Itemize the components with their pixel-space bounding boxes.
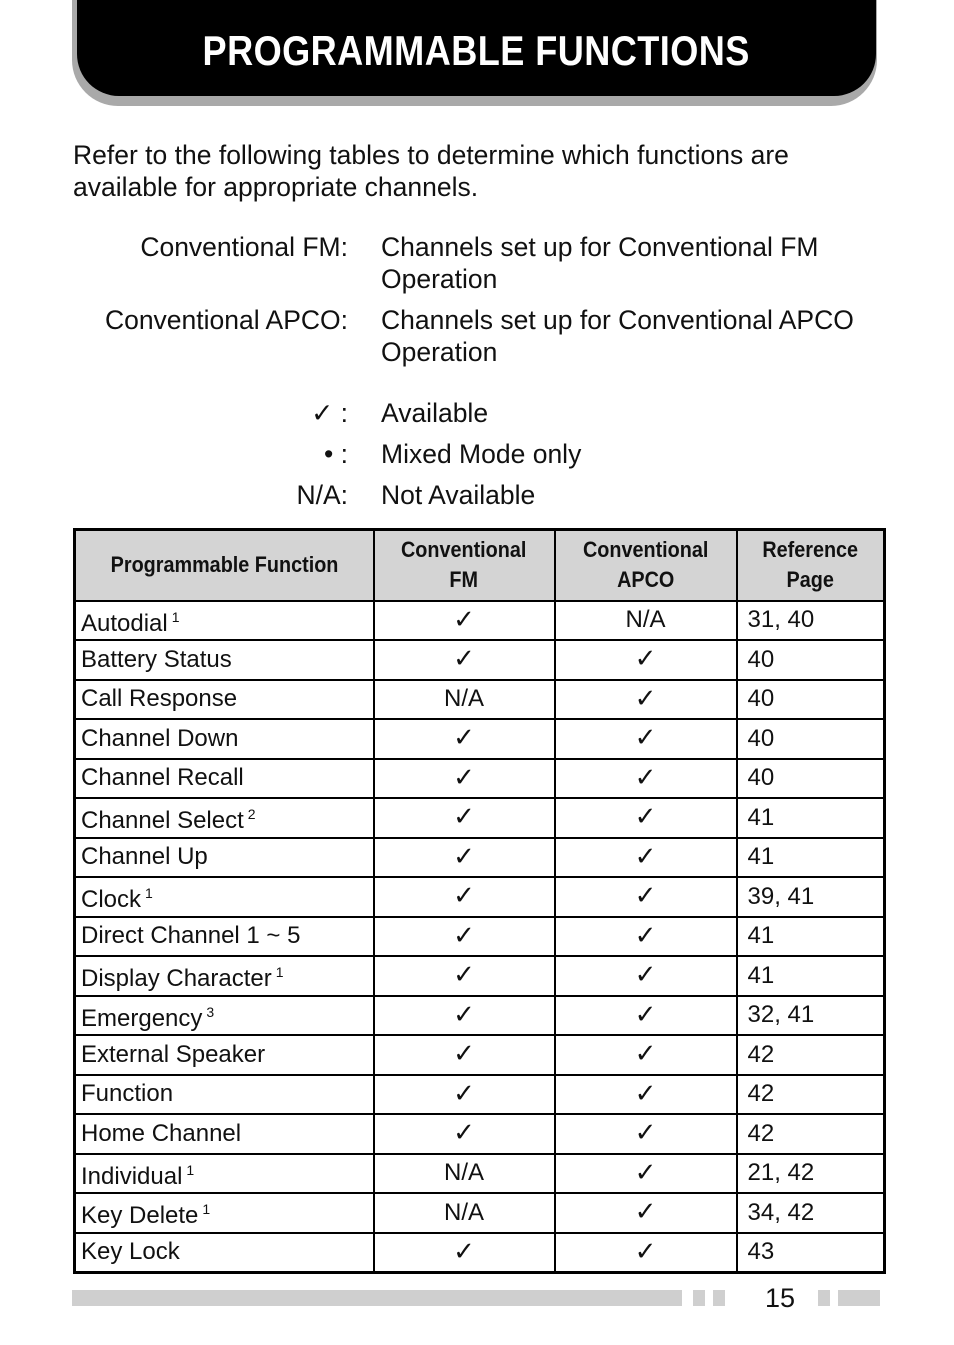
cell-fm	[374, 759, 555, 799]
table-row	[75, 601, 885, 641]
check-icon: ✓	[453, 723, 475, 754]
function-name: Direct Channel 1 ~ 5	[81, 922, 301, 950]
cell-function	[75, 1233, 374, 1273]
cell-function	[75, 1075, 374, 1115]
intro-text: Refer to the following tables to determine which functions are available for appropriate channels.	[73, 140, 789, 202]
cell-reference-page: 42	[737, 1114, 885, 1154]
check-icon: ✓	[453, 1118, 475, 1149]
check-icon: ✓	[453, 841, 475, 872]
footer-square	[713, 1290, 725, 1306]
function-name: Channel Up	[81, 843, 208, 871]
footnote-marker: 1	[145, 885, 153, 902]
table-row	[75, 719, 885, 759]
table-row	[75, 996, 885, 1036]
footer-bar-left	[72, 1290, 682, 1306]
cell-fm	[374, 1075, 555, 1115]
table-row	[75, 877, 885, 917]
cell-reference-page: 40	[737, 719, 885, 759]
table-row	[75, 1193, 885, 1233]
function-name: External Speaker	[81, 1040, 266, 1068]
legend-definition: Channels set up for Conventional FM Operation	[381, 232, 819, 294]
header-function: Programmable Function	[75, 530, 374, 601]
check-icon: ✓	[453, 1039, 475, 1070]
page-number: 15	[765, 1283, 796, 1313]
cell-function	[75, 917, 374, 957]
function-name: Channel Down	[81, 724, 239, 752]
check-icon: ✓	[634, 802, 657, 833]
header-conventional-apco: Conventional APCO	[555, 530, 737, 601]
cell-fm	[374, 1114, 555, 1154]
cell-fm	[374, 601, 555, 641]
cell-reference-page: 42	[737, 1035, 885, 1075]
cell-reference-page: 40	[737, 680, 885, 720]
cell-function	[75, 956, 374, 996]
check-icon: ✓	[634, 1197, 657, 1228]
function-name: Display Character	[81, 965, 272, 993]
function-name: Call Response	[81, 685, 238, 713]
function-name: Home Channel	[81, 1119, 242, 1147]
cell-fm	[374, 1193, 555, 1233]
function-name: Clock	[81, 886, 142, 914]
check-icon: ✓	[634, 999, 657, 1030]
function-name: Channel Recall	[81, 764, 244, 792]
cell-apco	[555, 996, 737, 1036]
footer-square	[818, 1290, 830, 1306]
cell-apco	[555, 1075, 737, 1115]
check-icon: ✓	[453, 1236, 475, 1267]
cell-function	[75, 680, 374, 720]
cell-function	[75, 1154, 374, 1194]
cell-reference-page: 41	[737, 838, 885, 878]
check-icon: ✓	[634, 683, 657, 714]
function-name: Battery Status	[81, 645, 232, 673]
check-icon: ✓	[634, 762, 657, 793]
cell-apco	[555, 1035, 737, 1075]
cell-function	[75, 1035, 374, 1075]
function-name: Channel Select	[81, 807, 244, 835]
check-icon: ✓	[634, 1039, 657, 1070]
table-row	[75, 1075, 885, 1115]
check-icon: ✓	[453, 960, 475, 991]
cell-reference-page: 43	[737, 1233, 885, 1273]
table-header-row	[75, 530, 885, 601]
cell-reference-page: 21, 42	[737, 1154, 885, 1194]
check-icon: ✓	[634, 1118, 657, 1149]
function-name: Function	[81, 1080, 174, 1108]
cell-apco	[555, 1114, 737, 1154]
legend-term: ✓ :	[311, 398, 348, 428]
header-conventional-fm: Conventional FM	[374, 530, 555, 601]
footnote-marker: 1	[171, 608, 180, 625]
check-icon: ✓	[634, 881, 657, 912]
legend-definition: Mixed Mode only	[381, 439, 582, 469]
function-name: Key Lock	[81, 1238, 180, 1265]
check-icon: ✓	[634, 1157, 657, 1188]
cell-function	[75, 719, 374, 759]
table-body	[75, 601, 885, 1273]
function-name: Autodial	[81, 609, 168, 637]
legend-definition: Not Available	[381, 480, 536, 510]
table-row	[75, 1233, 885, 1273]
cell-fm	[374, 719, 555, 759]
cell-fm	[374, 1154, 555, 1194]
cell-apco	[555, 719, 737, 759]
cell-reference-page: 42	[737, 1075, 885, 1115]
not-available-text: N/A	[625, 606, 666, 634]
table-row	[75, 759, 885, 799]
legend-definition: Available	[381, 398, 489, 428]
cell-function	[75, 1193, 374, 1233]
table-row	[75, 956, 885, 996]
cell-fm	[374, 798, 555, 838]
legend-term: • :	[323, 439, 348, 469]
cell-reference-page: 32, 41	[737, 996, 885, 1036]
cell-reference-page: 31, 40	[737, 601, 885, 641]
check-icon: ✓	[453, 999, 475, 1030]
cell-function	[75, 759, 374, 799]
check-icon: ✓	[453, 881, 475, 912]
cell-fm	[374, 917, 555, 957]
check-icon: ✓	[634, 960, 657, 991]
check-icon: ✓	[453, 1078, 475, 1109]
not-available-text: N/A	[443, 1159, 484, 1187]
cell-reference-page: 39, 41	[737, 877, 885, 917]
legend-term: Conventional APCO:	[104, 305, 348, 335]
table-row	[75, 838, 885, 878]
footnote-marker: 1	[202, 1201, 211, 1218]
cell-fm	[374, 680, 555, 720]
cell-reference-page: 41	[737, 798, 885, 838]
cell-apco	[555, 601, 737, 641]
cell-reference-page: 41	[737, 956, 885, 996]
cell-apco	[555, 838, 737, 878]
cell-function	[75, 601, 374, 641]
cell-apco	[555, 640, 737, 680]
footer-square	[693, 1290, 705, 1306]
functions-table	[73, 528, 886, 1274]
not-available-text: N/A	[443, 685, 484, 713]
cell-reference-page: 41	[737, 917, 885, 957]
cell-fm	[374, 996, 555, 1036]
check-icon: ✓	[453, 802, 475, 833]
footnote-marker: 1	[275, 964, 284, 981]
table-row	[75, 1035, 885, 1075]
legend-term: Conventional FM:	[140, 232, 348, 262]
cell-fm	[374, 1035, 555, 1075]
check-icon: ✓	[634, 723, 657, 754]
cell-fm	[374, 956, 555, 996]
table-row	[75, 917, 885, 957]
function-name: Emergency	[81, 1004, 203, 1032]
cell-function	[75, 877, 374, 917]
cell-function	[75, 838, 374, 878]
header-banner	[77, 0, 876, 96]
check-icon: ✓	[634, 841, 657, 872]
cell-apco	[555, 759, 737, 799]
legend-definition: Channels set up for Conventional APCO Operation	[381, 305, 854, 367]
cell-apco	[555, 877, 737, 917]
cell-reference-page: 40	[737, 640, 885, 680]
footnote-marker: 3	[206, 1003, 215, 1020]
cell-fm	[374, 877, 555, 917]
cell-reference-page: 34, 42	[737, 1193, 885, 1233]
page-title: PROGRAMMABLE FUNCTIONS	[202, 27, 751, 74]
table-row	[75, 1154, 885, 1194]
cell-apco	[555, 917, 737, 957]
footer-bar-right	[838, 1290, 880, 1306]
check-icon: ✓	[453, 920, 475, 951]
cell-apco	[555, 798, 737, 838]
table-row	[75, 798, 885, 838]
legend-term: N/A:	[296, 480, 348, 510]
check-icon: ✓	[634, 1078, 657, 1109]
cell-fm	[374, 838, 555, 878]
cell-apco	[555, 1154, 737, 1194]
cell-reference-page: 40	[737, 759, 885, 799]
table-row	[75, 1114, 885, 1154]
cell-apco	[555, 1233, 737, 1273]
header-reference-page: Reference Page	[737, 530, 885, 601]
table-row	[75, 680, 885, 720]
cell-function	[75, 798, 374, 838]
footnote-marker: 1	[186, 1161, 195, 1178]
check-icon: ✓	[453, 644, 475, 675]
cell-function	[75, 996, 374, 1036]
cell-fm	[374, 640, 555, 680]
cell-apco	[555, 680, 737, 720]
check-icon: ✓	[453, 762, 475, 793]
check-icon: ✓	[634, 920, 657, 951]
check-icon: ✓	[453, 604, 475, 635]
cell-function	[75, 1114, 374, 1154]
function-name: Individual	[81, 1162, 183, 1190]
cell-apco	[555, 1193, 737, 1233]
function-name: Key Delete	[81, 1202, 199, 1230]
table-row	[75, 640, 885, 680]
cell-function	[75, 640, 374, 680]
footnote-marker: 2	[247, 806, 256, 823]
not-available-text: N/A	[443, 1198, 484, 1226]
cell-fm	[374, 1233, 555, 1273]
check-icon: ✓	[634, 1236, 657, 1267]
cell-apco	[555, 956, 737, 996]
check-icon: ✓	[634, 644, 657, 675]
